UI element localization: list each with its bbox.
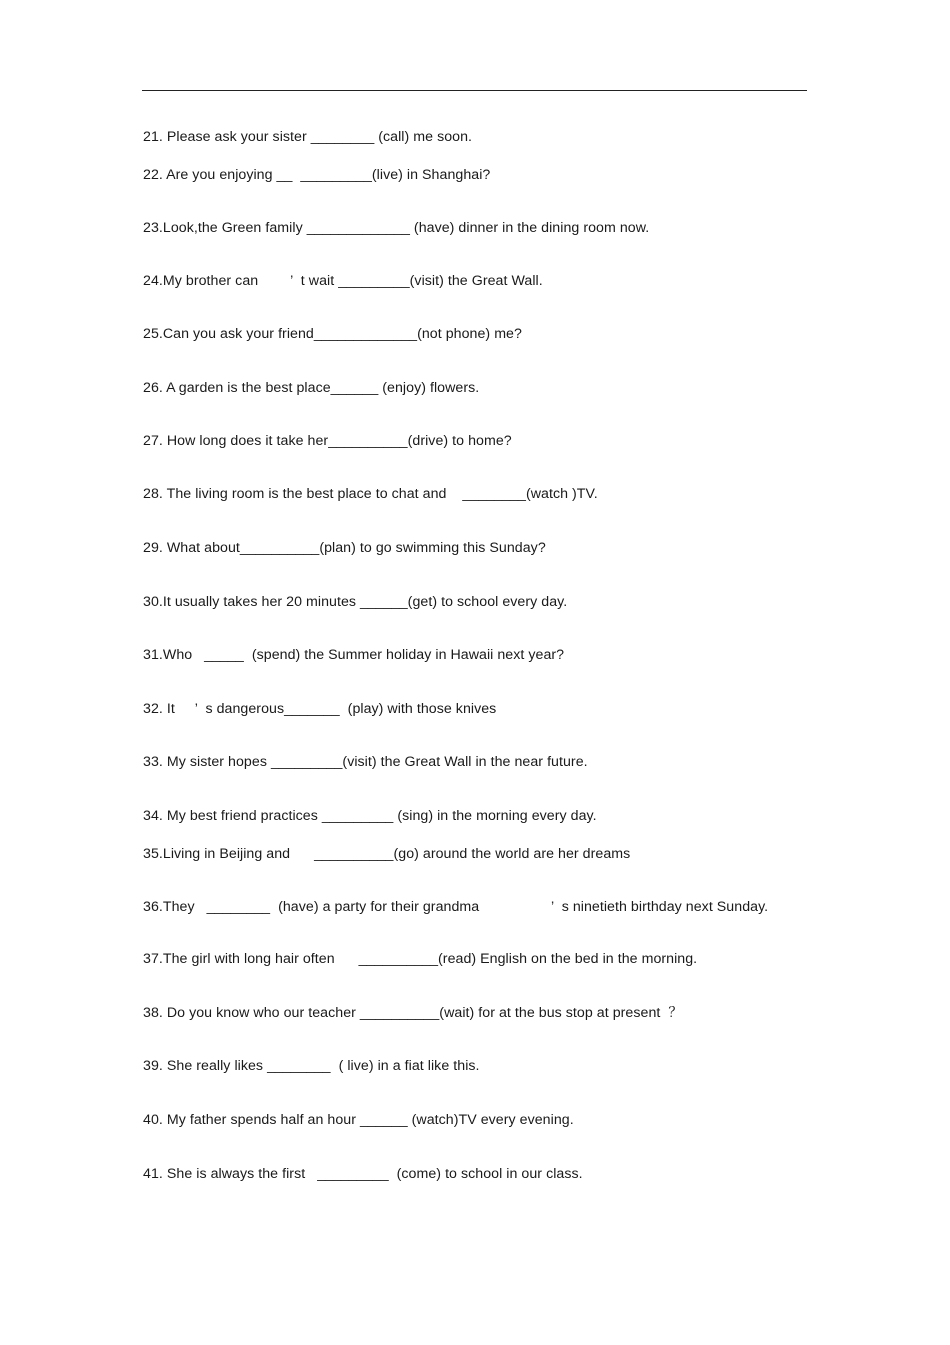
question-23: 23.Look,the Green family _____________ (have) dinner in the dining room now. [143,220,650,236]
question-32: 32. It ’ s dangerous_______ (play) with those knives [143,701,497,717]
question-21: 21. Please ask your sister ________ (call) me soon. [143,129,473,145]
header-rule [142,90,807,91]
question-24: 24.My brother can ’ t wait _________(visit) the Great Wall. [143,273,543,289]
question-22: 22. Are you enjoying __ _________(live) in Shanghai? [143,167,491,183]
question-41: 41. She is always the first _________ (come) to school in our class. [143,1166,583,1182]
question-36: 36.They ________ (have) a party for their grandma ’ s ninetieth birthday next Sunday. [143,899,769,915]
question-34: 34. My best friend practices _________ (sing) in the morning every day. [143,808,597,824]
question-33: 33. My sister hopes _________(visit) the Great Wall in the near future. [143,754,588,770]
question-38: 38. Do you know who our teacher __________(wait) for at the bus stop at present ？ [143,1005,683,1021]
question-31: 31.Who _____ (spend) the Summer holiday in Hawaii next year? [143,647,565,663]
question-29: 29. What about__________(plan) to go swimming this Sunday? [143,540,546,556]
question-28: 28. The living room is the best place to chat and ________(watch )TV. [143,486,598,502]
question-26: 26. A garden is the best place______ (enjoy) flowers. [143,380,480,396]
question-27: 27. How long does it take her__________(drive) to home? [143,433,512,449]
question-37: 37.The girl with long hair often __________(read) English on the bed in the morning. [143,951,698,967]
question-39: 39. She really likes ________ ( live) in a fiat like this. [143,1058,480,1074]
question-40: 40. My father spends half an hour ______ (watch)TV every evening. [143,1112,574,1128]
question-35: 35.Living in Beijing and __________(go) around the world are her dreams [143,846,631,862]
question-30: 30.It usually takes her 20 minutes ______(get) to school every day. [143,594,568,610]
question-25: 25.Can you ask your friend_____________(not phone) me? [143,326,522,342]
